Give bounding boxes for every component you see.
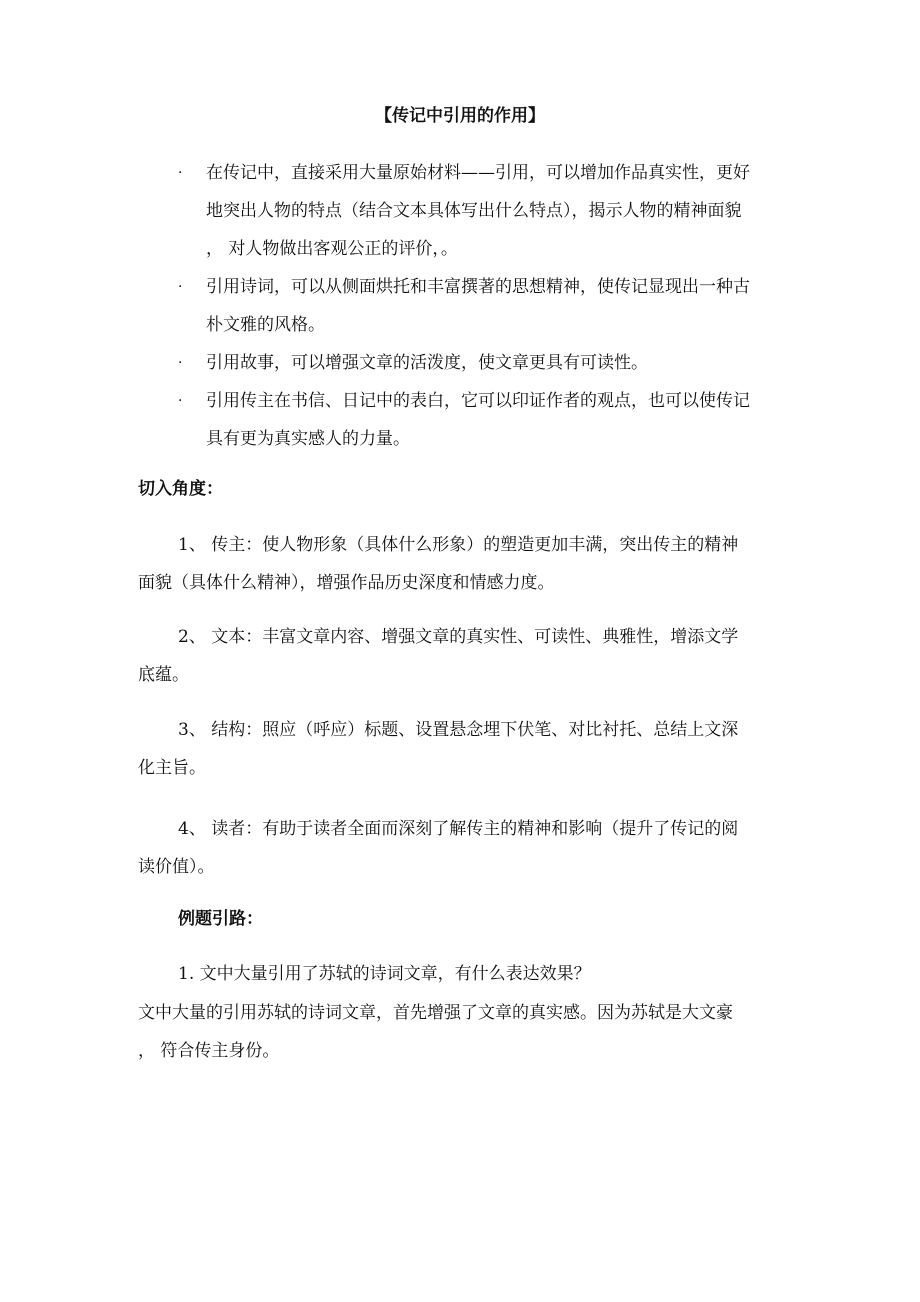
angle-item-line: 3、 结构：照应（呼应）标题、设置悬念埋下伏笔、对比衬托、总结上文深 <box>178 720 739 740</box>
list-item <box>178 154 788 268</box>
list-item-line: 引用传主在书信、日记中的表白，它可以印证作者的观点，也可以使传记 <box>206 391 750 411</box>
list-item <box>178 268 788 344</box>
example-answer <box>138 994 798 1070</box>
list-item-line: 引用诗词，可以从侧面烘托和丰富撰著的思想精神，使传记显现出一种古 <box>206 277 750 297</box>
list-item-text <box>206 268 788 344</box>
angle-item-author <box>138 526 788 602</box>
angle-item-text <box>138 618 788 694</box>
angle-item-line: 4、 读者：有助于读者全面而深刻了解传主的精神和影响（提升了传记的阅 <box>178 819 739 839</box>
list-item-line: 具有更为真实感人的力量。 <box>206 429 410 449</box>
list-item <box>178 382 788 458</box>
list-item-line: 朴文雅的风格。 <box>206 315 325 335</box>
bullet-marker: · <box>178 165 183 181</box>
list-item <box>178 344 788 382</box>
list-item-line: 地突出人物的特点（结合文本具体写出什么特点），揭示人物的精神面貌 <box>206 201 742 221</box>
example-heading: 例题引路： <box>178 909 263 929</box>
list-item-text <box>206 382 788 458</box>
list-item-text <box>206 344 788 382</box>
bullet-marker: · <box>178 355 183 371</box>
angle-item-line: 底蕴。 <box>138 665 189 685</box>
angle-item-line: 1、 传主：使人物形象（具体什么形象）的塑造更加丰满，突出传主的精神 <box>178 535 739 555</box>
answer-line: 文中大量的引用苏轼的诗词文章，首先增强了文章的真实感。因为苏轼是大文豪 <box>138 1003 733 1023</box>
list-item-line: ， 对人物做出客观公正的评价，。 <box>206 239 458 259</box>
angle-item-line: 化主旨。 <box>138 758 206 778</box>
angle-item-line: 2、 文本：丰富文章内容、增强文章的真实性、可读性、典雅性，增添文学 <box>178 627 739 647</box>
angle-item-line: 面貌（具体什么精神），增强作品历史深度和情感力度。 <box>138 573 555 593</box>
angle-item-reader <box>138 810 788 886</box>
example-question: 1. 文中大量引用了苏轼的诗词文章，有什么表达效果？ <box>178 964 591 984</box>
bullet-marker: · <box>178 393 183 409</box>
angle-item-line: 读价值）。 <box>138 857 215 877</box>
list-item-line: 引用故事，可以增强文章的活泼度，使文章更具有可读性。 <box>206 353 648 373</box>
list-item-line: 在传记中，直接采用大量原始材料——引用，可以增加作品真实性，更好 <box>206 163 750 183</box>
answer-line: ， 符合传主身份。 <box>138 1041 280 1061</box>
angles-heading: 切入角度： <box>138 479 223 499</box>
list-item-text <box>206 154 788 268</box>
citation-functions-list <box>178 154 788 458</box>
bullet-marker: · <box>178 279 183 295</box>
angle-item-structure <box>138 711 788 787</box>
document-title: 【传记中引用的作用】 <box>375 106 545 126</box>
